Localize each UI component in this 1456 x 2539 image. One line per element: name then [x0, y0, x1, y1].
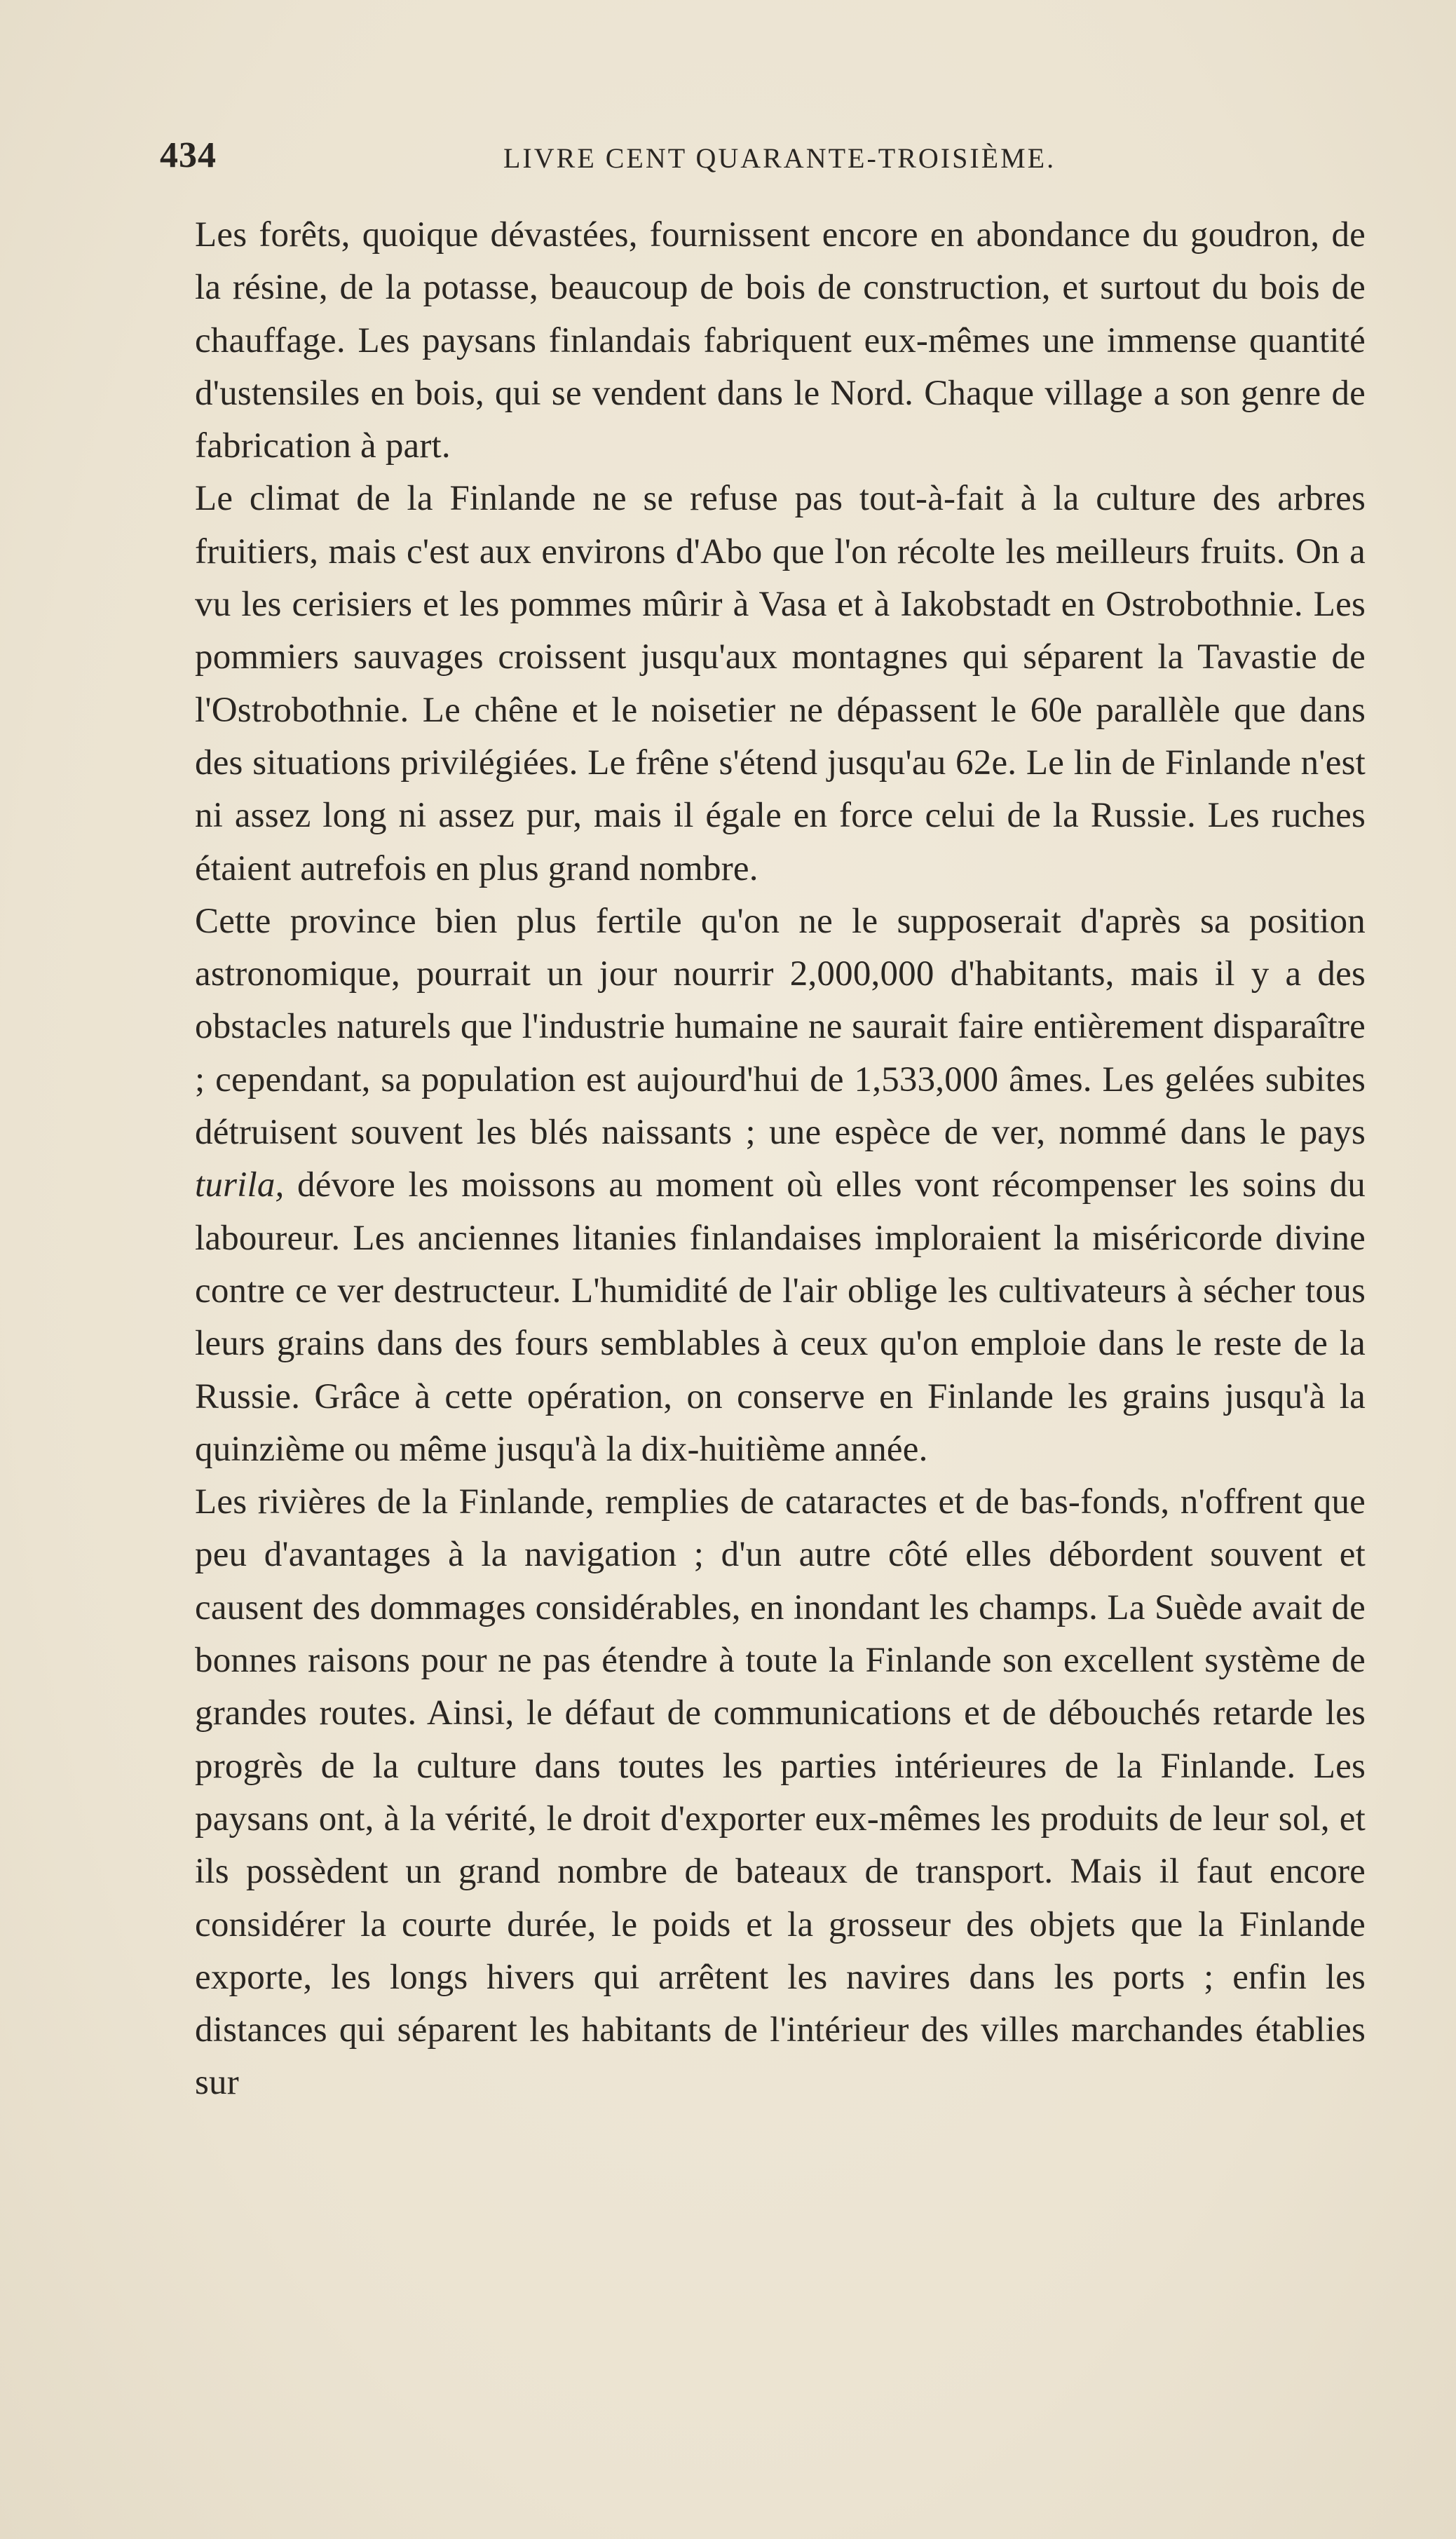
paragraph-climate: Le climat de la Finlande ne se refuse pas tout-à-fait à la culture des arbres fruitiers, mais c'est aux environs d'Abo que l'on récolte les meilleurs fruits. On a vu les cerisiers et les pommes mûrir à Vasa et à Iakobstadt en Ostrobothnie. Les pommiers sauvages croissent jusqu'aux montagnes qui séparent la Tavastie de l'Ostrobothnie. Le chêne et le noisetier ne dépassent le 60e parallèle que dans des situations privilégiées. Le frêne s'étend jusqu'au 62e. Le lin de Finlande n'est ni assez long ni assez pur, mais il égale en force celui de la Russie. Les ruches étaient autrefois en plus grand nombre.	[195, 479, 1366, 888]
page-number: 434	[160, 135, 217, 175]
text-body	[195, 209, 1366, 2110]
paragraph-rivers: Les rivières de la Finlande, remplies de cataractes et de bas-fonds, n'offrent que peu d'avantages à la navigation ; d'un autre côté elles débordent souvent et causent des dommages considérables, en inondant les champs. La Suède avait de bonnes raisons pour ne pas étendre à toute la Finlande son excellent système de grandes routes. Ainsi, le défaut de communications et de débouchés retarde les progrès de la culture dans toutes les parties intérieures de la Finlande. Les paysans ont, à la vérité, le droit d'exporter eux-mêmes les produits de leur sol, et ils possèdent un grand nombre de bateaux de transport. Mais il faut encore considérer la courte durée, le poids et la grosseur des objets que la Finlande exporte, les longs hivers qui arrêtent les navires dans les ports ; enfin les distances qui séparent les habitants de l'intérieur des villes marchandes établies sur	[195, 1482, 1366, 2103]
running-title: LIVRE CENT QUARANTE-TROISIÈME.	[503, 142, 1056, 174]
paragraph-province-text-after: dévore les moissons au moment où elles vont récompenser les soins du laboureur. Les anciennes litanies finlandaises imploraient la miséricorde divine contre ce ver destructeur. L'humidité de l'air oblige les cultivateurs à sécher tous leurs grains dans des fours semblables à ceux qu'on emploie dans le reste de la Russie. Grâce à cette opération, on conserve en Finlande les grains jusqu'à la quinzième ou même jusqu'à la dix-huitième année.	[195, 1165, 1366, 1469]
paragraph-province-text-before: Cette province bien plus fertile qu'on ne le supposerait d'après sa position astronomique, pourrait un jour nourrir 2,000,000 d'habitants, mais il y a des obstacles naturels que l'industrie humaine ne saurait faire entièrement disparaître ; cependant, sa population est aujourd'hui de 1,533,000 âmes. Les gelées subites détruisent souvent les blés naissants ; une espèce de ver, nommé dans le pays	[195, 901, 1366, 1153]
italic-term-turila: turila,	[195, 1165, 285, 1205]
paragraph-province	[195, 895, 1366, 1476]
running-head	[160, 135, 1380, 184]
paragraph-forests: Les forêts, quoique dévastées, fournissent encore en abondance du goudron, de la résine, de la potasse, beaucoup de bois de construction, et surtout du bois de chauffage. Les paysans finlandais fabriquent eux-mêmes une immense quantité d'ustensiles en bois, qui se vendent dans le Nord. Chaque village a son genre de fabrication à part.	[195, 215, 1366, 466]
